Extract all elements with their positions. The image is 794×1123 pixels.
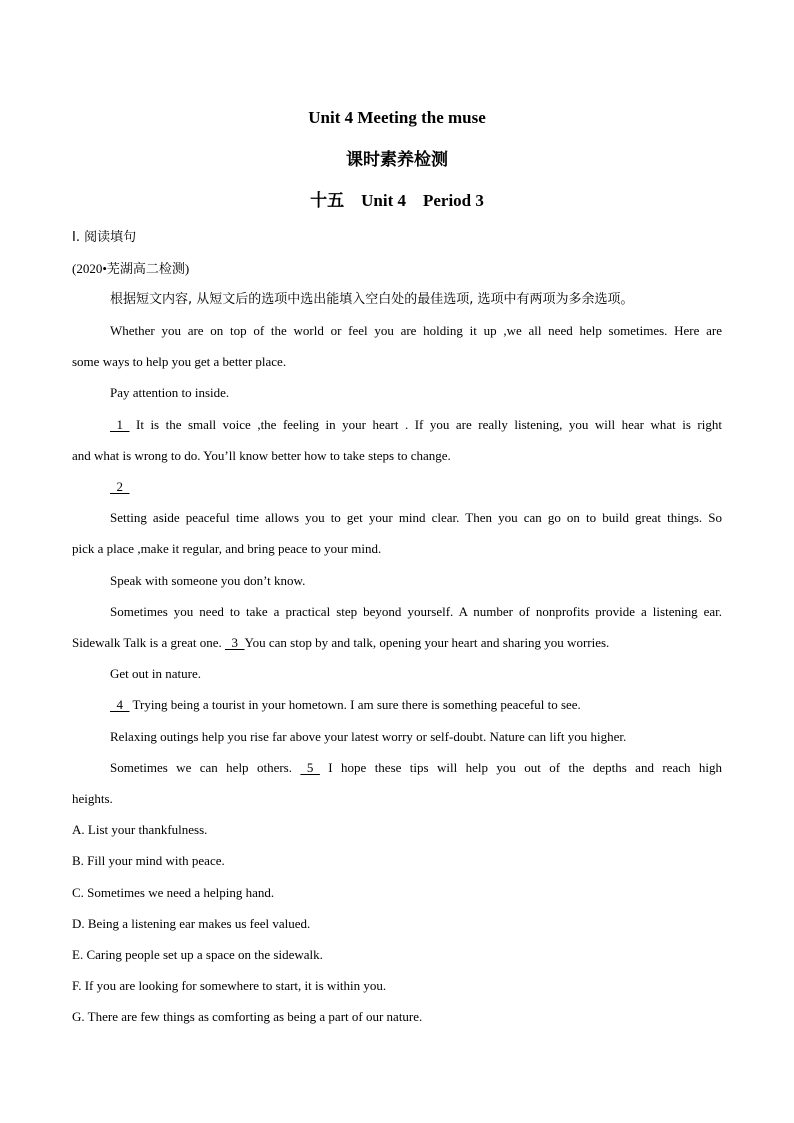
paragraph-intro-line2: some ways to help you get a better place. bbox=[72, 354, 287, 369]
paragraph-sidewalk-pre: Sidewalk Talk is a great one. bbox=[72, 635, 226, 650]
blank-2[interactable]: 2 bbox=[110, 479, 130, 494]
option-e: E. Caring people set up a space on the sidewalk. bbox=[72, 947, 323, 962]
option-f: F. If you are looking for somewhere to start, it is within you. bbox=[72, 978, 387, 993]
paragraph-peace-line1: Setting aside peaceful time allows you to get your mind clear. Then you can go on to build great things. So bbox=[110, 510, 722, 525]
heading-pay-attention: Pay attention to inside. bbox=[110, 385, 230, 400]
paragraph-peace-line2: pick a place ,make it regular, and bring peace to your mind. bbox=[72, 541, 382, 556]
paragraph-tourist-line bbox=[110, 697, 722, 713]
paragraph-help-others-line1 bbox=[110, 760, 722, 776]
paragraph-sidewalk-line1: Sometimes you need to take a practical step beyond yourself. A number of nonprofits provide a listening ear. bbox=[110, 604, 722, 619]
blank-2-line bbox=[110, 479, 722, 495]
document-subtitle: 课时素养检测 bbox=[346, 150, 448, 169]
paragraph-help-others-pre: Sometimes we can help others. bbox=[110, 760, 301, 775]
option-g: G. There are few things as comforting as being a part of our nature. bbox=[72, 1009, 423, 1024]
blank-5[interactable]: 5 bbox=[300, 760, 320, 775]
exam-source: (2020•芜湖高二检测) bbox=[72, 261, 190, 276]
heading-speak-with-someone: Speak with someone you don’t know. bbox=[110, 573, 306, 588]
paragraph-help-others-post: I hope these tips will help you out of the depths and reach high bbox=[319, 760, 722, 775]
paragraph-tourist-text: Trying being a tourist in your hometown. I am sure there is something peaceful to see. bbox=[129, 697, 581, 712]
blank-1[interactable]: 1 bbox=[110, 417, 130, 432]
instruction-text: 根据短文内容, 从短文后的选项中选出能填入空白处的最佳选项, 选项中有两项为多余选项。 bbox=[110, 292, 634, 307]
paragraph-intro-line1: Whether you are on top of the world or feel you are holding it up ,we all need help sometimes. Here are bbox=[110, 323, 722, 338]
paragraph-inside-line2: and what is wrong to do. You’ll know better how to take steps to change. bbox=[72, 448, 451, 463]
paragraph-inside-text: It is the small voice ,the feeling in your heart . If you are really listening, you will hear what is right bbox=[129, 417, 722, 432]
blank-3[interactable]: 3 bbox=[225, 635, 245, 650]
paragraph-outings-line: Relaxing outings help you rise far above your latest worry or self-doubt. Nature can lift you higher. bbox=[110, 729, 627, 744]
paragraph-sidewalk-post: You can stop by and talk, opening your heart and sharing you worries. bbox=[244, 635, 610, 650]
paragraph-sidewalk-line2 bbox=[72, 635, 722, 651]
option-d: D. Being a listening ear makes us feel valued. bbox=[72, 916, 311, 931]
section-label: Ⅰ. 阅读填句 bbox=[72, 230, 137, 245]
heading-get-out-in-nature: Get out in nature. bbox=[110, 666, 201, 681]
document-title: Unit 4 Meeting the muse bbox=[308, 108, 486, 127]
lesson-heading: 十五 Unit 4 Period 3 bbox=[310, 191, 484, 210]
option-b: B. Fill your mind with peace. bbox=[72, 853, 225, 868]
option-a: A. List your thankfulness. bbox=[72, 822, 208, 837]
option-c: C. Sometimes we need a helping hand. bbox=[72, 885, 275, 900]
blank-4[interactable]: 4 bbox=[110, 697, 130, 712]
paragraph-inside-line1 bbox=[110, 417, 722, 433]
paragraph-help-others-line2: heights. bbox=[72, 791, 113, 806]
